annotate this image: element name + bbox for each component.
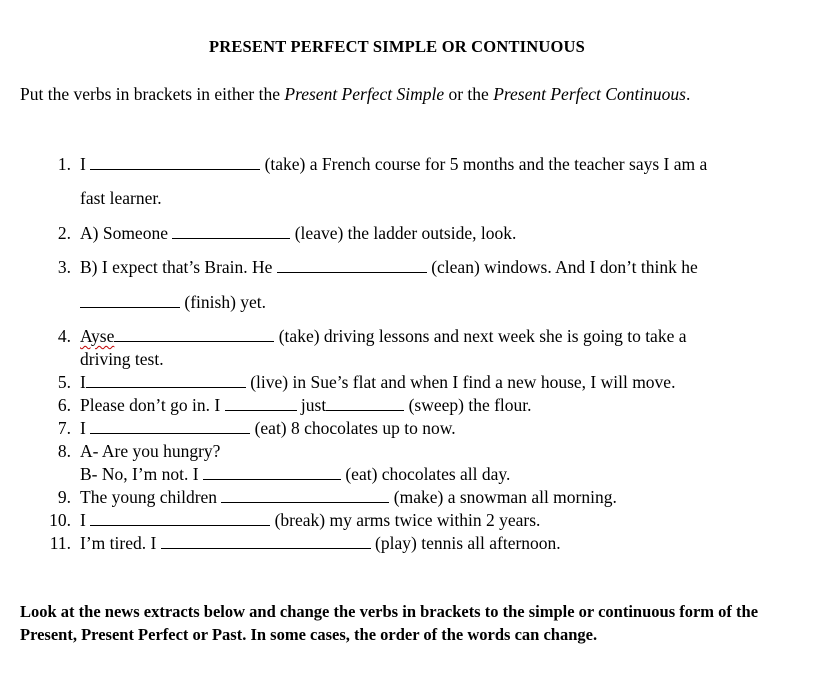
item-number: 6.	[57, 395, 71, 415]
answer-blank[interactable]	[90, 510, 270, 526]
answer-blank[interactable]	[86, 372, 246, 388]
item-text-b: (eat) 8 chocolates up to now.	[250, 418, 456, 438]
item-text-a: Ayse	[80, 326, 115, 346]
item-number: 4.	[57, 326, 71, 346]
item-text-b: (clean) windows. And I don’t think he	[426, 257, 698, 277]
item-number: 5.	[57, 372, 71, 392]
answer-blank[interactable]	[221, 487, 389, 503]
item-text-a: B) I expect that’s Brain. He	[80, 257, 277, 277]
item-text-c: (finish) yet.	[180, 292, 267, 312]
item-text-c: (sweep) the flour.	[404, 395, 532, 415]
item-text	[80, 325, 686, 347]
item-number: 10.	[49, 510, 71, 530]
item-text-a: Please don’t go in. I	[80, 395, 225, 415]
instructions-italic-2: Present Perfect Continuous	[493, 84, 686, 104]
answer-blank-2[interactable]	[326, 395, 404, 411]
answer-blank[interactable]	[114, 326, 274, 342]
item-text-b: just	[296, 395, 327, 415]
item-text-b: (leave) the ladder outside, look.	[290, 223, 517, 243]
item-number: 9.	[57, 487, 71, 507]
instructions-text-1: Put the verbs in brackets in either the	[20, 84, 285, 104]
item-text-c: fast learner.	[80, 188, 162, 208]
instructions-text-3: .	[685, 84, 691, 104]
item-text-a: I	[80, 372, 86, 392]
item-text-a: I	[80, 154, 91, 174]
item-number: 3.	[57, 257, 71, 277]
item-text	[80, 486, 617, 508]
answer-blank[interactable]	[225, 395, 297, 411]
item-text	[80, 371, 675, 393]
answer-blank[interactable]	[203, 464, 341, 480]
answer-blank[interactable]	[90, 154, 260, 170]
news-extracts-instructions: Look at the news extracts below and change the verbs in brackets to the simple or continuous form of the Present, Present Perfect or Past. In some cases, the order of the words can change.	[20, 602, 759, 644]
item-number: 11.	[49, 533, 71, 553]
item-text-a: A- Are you hungry?	[80, 441, 221, 461]
item-text-b: (break) my arms twice within 2 years.	[270, 510, 541, 530]
item-text-b: (take) driving lessons and next week she is going to take a	[274, 326, 687, 346]
item-text	[80, 291, 266, 313]
item-text	[80, 463, 510, 485]
answer-blank[interactable]	[80, 292, 180, 308]
item-text-b: (take) a French course for 5 months and the teacher says I am a	[260, 154, 708, 174]
item-text	[80, 153, 707, 175]
item-text-a: I	[80, 418, 91, 438]
item-text-b: (make) a snowman all morning.	[389, 487, 617, 507]
item-text	[80, 256, 698, 278]
item-text-a: A) Someone	[80, 223, 173, 243]
item-text-b: B- No, I’m not. I	[80, 464, 203, 484]
item-text	[80, 222, 516, 244]
answer-blank[interactable]	[90, 418, 250, 434]
answer-blank[interactable]	[277, 257, 427, 273]
instructions	[20, 83, 720, 106]
item-text-c: driving test.	[80, 349, 164, 369]
worksheet-title: PRESENT PERFECT SIMPLE OR CONTINUOUS	[208, 37, 586, 56]
instructions-text-2: or the	[444, 84, 494, 104]
item-text	[80, 509, 540, 531]
item-text-a: I	[80, 510, 91, 530]
answer-blank[interactable]	[161, 533, 371, 549]
answer-blank[interactable]	[172, 223, 290, 239]
item-number: 8.	[57, 441, 71, 461]
item-text-b: (live) in Sue’s flat and when I find a new house, I will move.	[245, 372, 676, 392]
item-text-c: (eat) chocolates all day.	[340, 464, 511, 484]
item-number: 1.	[57, 154, 71, 174]
item-text	[80, 532, 561, 554]
item-text-b: (play) tennis all afternoon.	[370, 533, 561, 553]
item-text-a: The young children	[80, 487, 222, 507]
item-number: 2.	[57, 223, 71, 243]
item-text-a: I’m tired. I	[80, 533, 161, 553]
item-text	[80, 417, 456, 439]
item-text	[80, 394, 532, 416]
item-number: 7.	[57, 418, 71, 438]
instructions-italic-1: Present Perfect Simple	[284, 84, 445, 104]
